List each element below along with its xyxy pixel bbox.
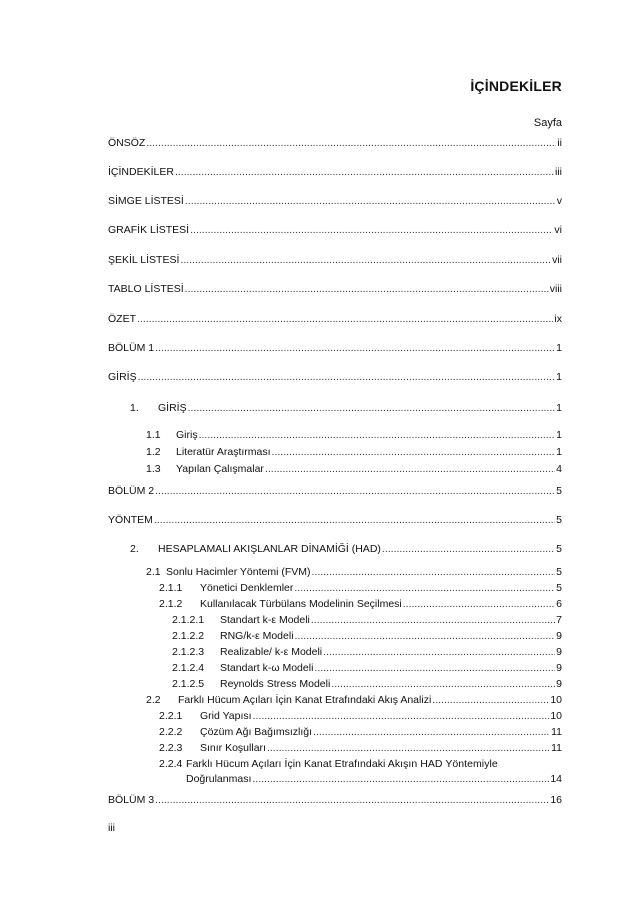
toc-entry[interactable] (130, 402, 562, 414)
toc-entry[interactable] (146, 566, 562, 578)
toc-entry-label: Yapılan Çalışmalar (176, 463, 264, 475)
toc-entry-label: GRAFİK LİSTESİ (108, 224, 190, 236)
toc-entry-label: BÖLÜM 3 (108, 794, 155, 806)
toc-dot-leader (267, 742, 550, 754)
toc-dot-leader (185, 283, 549, 295)
toc-entry-number: 1.1 (146, 429, 161, 441)
toc-entry-page: vi (554, 224, 562, 236)
toc-entry[interactable] (159, 598, 562, 610)
toc-dot-leader (190, 224, 553, 236)
toc-entry-page: 5 (556, 566, 562, 578)
toc-entry[interactable] (159, 742, 562, 754)
toc-dot-leader (188, 402, 556, 414)
toc-entry-label: YÖNTEM (108, 514, 153, 526)
toc-entry-label: Standart k-ω Modeli (220, 662, 314, 674)
toc-entry[interactable] (130, 543, 562, 555)
toc-entry-page: ix (554, 313, 562, 325)
toc-entry[interactable] (108, 794, 562, 806)
toc-entry-number: 1.2 (146, 446, 161, 458)
toc-entry-label: ÖNSÖZ (108, 137, 146, 149)
toc-entry[interactable] (108, 485, 562, 497)
toc-entry-page: 1 (556, 446, 562, 458)
toc-entry-page: 10 (550, 694, 562, 706)
toc-entry-label: GİRİŞ (108, 371, 137, 383)
toc-entry-label: ÖZET (108, 313, 136, 325)
toc-entry-label: Farklı Hücum Açıları İçin Kanat Etrafındaki Akış Analizi (178, 694, 432, 706)
toc-dot-leader (432, 694, 549, 706)
toc-entry-label: GİRİŞ (158, 402, 187, 414)
toc-entry-label: Sonlu Hacimler Yöntemi (FVM) (166, 566, 311, 578)
toc-entry-label: Grid Yapısı (200, 710, 252, 722)
toc-entry[interactable] (159, 582, 562, 594)
toc-entry-label: Giriş (176, 429, 198, 441)
toc-entry[interactable] (108, 137, 562, 149)
toc-dot-leader (312, 566, 556, 578)
toc-dot-leader (137, 313, 553, 325)
page-column-label: Sayfa (533, 117, 562, 129)
toc-entry-page: 1 (556, 402, 562, 414)
toc-entry-label: ŞEKİL LİSTESİ (108, 254, 180, 266)
toc-dot-leader (323, 646, 555, 658)
page-title: İÇİNDEKİLER (470, 78, 562, 94)
toc-dot-leader (199, 429, 556, 441)
toc-entry[interactable] (108, 371, 562, 383)
toc-entry-page: 1 (556, 371, 562, 383)
toc-entry[interactable] (108, 283, 562, 295)
toc-entry-label: Çözüm Ağı Bağımsızlığı (200, 726, 313, 738)
toc-dot-leader (185, 195, 556, 207)
toc-entry[interactable] (108, 313, 562, 325)
toc-entry-page: 11 (551, 742, 562, 754)
toc-entry-page: 9 (556, 646, 562, 658)
toc-entry[interactable] (159, 710, 562, 722)
toc-entry-page: 9 (556, 630, 562, 642)
toc-entry[interactable] (146, 694, 562, 706)
toc-entry-page: 5 (556, 582, 562, 594)
toc-entry-number: 2.1.2.1 (172, 614, 205, 626)
toc-entry-number: 1.3 (146, 463, 161, 475)
toc-entry-page: viii (549, 283, 562, 295)
toc-dot-leader (180, 254, 551, 266)
toc-entry-number: 2.2 (146, 694, 161, 706)
toc-entry-label: Literatür Araştırması (176, 446, 271, 458)
toc-dot-leader (154, 514, 555, 526)
toc-entry[interactable] (108, 195, 562, 207)
toc-entry-number: 2.1.2.2 (172, 630, 205, 642)
toc-entry[interactable] (172, 662, 562, 674)
toc-entry[interactable] (108, 166, 562, 178)
toc-dot-leader (331, 678, 555, 690)
toc-entry-page: 16 (550, 794, 562, 806)
toc-dot-leader (313, 726, 550, 738)
toc-entry[interactable] (186, 773, 562, 785)
toc-entry-page: 5 (556, 543, 562, 555)
toc-entry-page: iii (555, 166, 562, 178)
toc-entry-number: 2.1.2.5 (172, 678, 205, 690)
toc-entry-number: 2.2.3 (159, 742, 183, 754)
toc-dot-leader (403, 598, 555, 610)
toc-entry-page: 5 (556, 485, 562, 497)
toc-entry-number: 2.2.4 (159, 758, 183, 770)
toc-entry-label: SİMGE LİSTESİ (108, 195, 184, 207)
toc-entry-page: vii (552, 254, 562, 266)
toc-entry[interactable] (108, 254, 562, 266)
toc-entry-number: 2.1.1 (159, 582, 183, 594)
toc-entry[interactable] (172, 678, 562, 690)
toc-entry-page: 1 (556, 429, 562, 441)
toc-entry[interactable] (146, 429, 562, 441)
toc-entry-number: 2.1.2 (159, 598, 183, 610)
toc-dot-leader (175, 166, 554, 178)
toc-entry-number: 2.2.2 (159, 726, 183, 738)
toc-entry[interactable] (172, 630, 562, 642)
toc-entry-label: TABLO LİSTESİ (108, 283, 184, 295)
toc-entry-page: 10 (550, 710, 562, 722)
toc-entry[interactable] (159, 758, 562, 770)
toc-entry-label: Reynolds Stress Modeli (220, 678, 331, 690)
toc-entry-page: 9 (556, 678, 562, 690)
toc-entry-page: 11 (551, 726, 562, 738)
toc-entry-page: 14 (550, 773, 562, 785)
toc-entry-label: Standart k-ε Modeli (220, 614, 310, 626)
toc-entry-page: ii (557, 137, 562, 149)
toc-entry-page: 4 (556, 463, 562, 475)
toc-entry-number: 1. (130, 402, 139, 414)
toc-entry[interactable] (172, 614, 562, 626)
toc-entry-label: RNG/k-ε Modeli (220, 630, 294, 642)
toc-entry[interactable] (159, 726, 562, 738)
toc-dot-leader (146, 137, 556, 149)
toc-entry-label: Farklı Hücum Açıları İçin Kanat Etrafındaki Akışın HAD Yöntemiyle (186, 758, 498, 770)
toc-dot-leader (314, 662, 555, 674)
toc-entry-number: 2.2.1 (159, 710, 183, 722)
toc-entry-label: Realizable/ k-ε Modeli (220, 646, 323, 658)
toc-dot-leader (382, 543, 555, 555)
toc-entry-label: Kullanılacak Türbülans Modelinin Seçilmesi (200, 598, 402, 610)
toc-entry-number: 2.1.2.3 (172, 646, 205, 658)
toc-dot-leader (265, 463, 555, 475)
toc-entry-page: 1 (556, 342, 562, 354)
toc-entry-label: BÖLÜM 2 (108, 485, 155, 497)
toc-dot-leader (155, 794, 549, 806)
toc-entry-label: Sınır Koşulları (200, 742, 266, 754)
toc-dot-leader (252, 773, 549, 785)
toc-entry[interactable] (146, 463, 562, 475)
toc-dot-leader (272, 446, 556, 458)
page-number: iii (108, 822, 115, 834)
toc-dot-leader (138, 371, 556, 383)
toc-entry-page: 9 (556, 662, 562, 674)
toc-entry-page: 5 (556, 514, 562, 526)
toc-entry-number: 2.1 (146, 566, 161, 578)
toc-dot-leader (155, 342, 555, 354)
toc-entry-label: BÖLÜM 1 (108, 342, 155, 354)
toc-entry-number: 2.1.2.4 (172, 662, 205, 674)
toc-entry-page: 6 (556, 598, 562, 610)
toc-dot-leader (294, 582, 555, 594)
toc-entry-label: Doğrulanması (186, 773, 252, 785)
toc-entry-label: HESAPLAMALI AKIŞLANLAR DİNAMİĞİ (HAD) (158, 543, 381, 555)
toc-dot-leader (155, 485, 555, 497)
toc-entry-number: 2. (130, 543, 139, 555)
toc-entry[interactable] (172, 646, 562, 658)
toc-entry-label: İÇİNDEKİLER (108, 166, 174, 178)
toc-entry[interactable] (108, 342, 562, 354)
toc-entry-page: v (556, 195, 562, 207)
toc-entry[interactable] (146, 446, 562, 458)
toc-dot-leader (311, 614, 555, 626)
toc-dot-leader (253, 710, 550, 722)
toc-entry-page: 7 (556, 614, 562, 626)
toc-entry[interactable] (108, 224, 562, 236)
toc-entry[interactable] (108, 514, 562, 526)
toc-dot-leader (295, 630, 556, 642)
toc-entry-label: Yönetici Denklemler (200, 582, 294, 594)
